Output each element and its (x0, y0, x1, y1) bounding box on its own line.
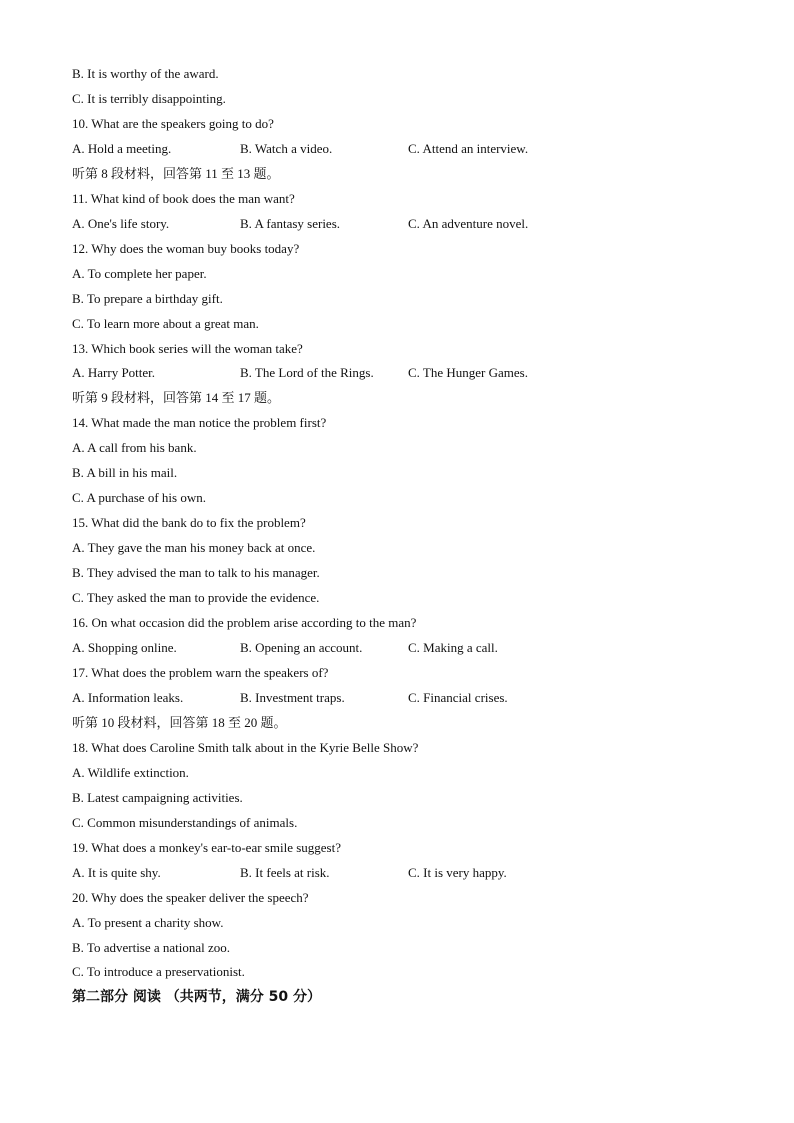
question-17: 17. What does the problem warn the speakers of? (72, 665, 329, 680)
question-19: 19. What does a monkey's ear-to-ear smile suggest? (72, 840, 341, 855)
q9-option-c: C. It is terribly disappointing. (72, 91, 226, 106)
q15-option-a: A. They gave the man his money back at once. (72, 540, 316, 555)
q13-option-a: A. Harry Potter. (72, 365, 156, 380)
material-8-instruction: 听第 8 段材料，回答第 11 至 13 题。 (72, 166, 280, 181)
material-9-instruction: 听第 9 段材料，回答第 14 至 17 题。 (72, 390, 281, 405)
question-18: 18. What does Caroline Smith talk about in the Kyrie Belle Show? (72, 740, 419, 755)
q13-option-b: B. The Lord of the Rings. (240, 365, 374, 380)
section-heading: 第二部分 阅读 （共两节，满分 50 分） (72, 989, 321, 1005)
q19-option-a: A. It is quite shy. (72, 865, 161, 880)
question-14: 14. What made the man notice the problem first? (72, 415, 327, 430)
q20-option-c: C. To introduce a preservationist. (72, 964, 245, 979)
q17-option-a: A. Information leaks. (72, 690, 184, 705)
question-13: 13. Which book series will the woman take? (72, 341, 303, 356)
q16-option-c: C. Making a call. (408, 640, 498, 655)
q9-option-b: B. It is worthy of the award. (72, 66, 219, 81)
q20-option-b: B. To advertise a national zoo. (72, 940, 231, 955)
question-12: 12. Why does the woman buy books today? (72, 241, 300, 256)
question-16: 16. On what occasion did the problem arise according to the man? (72, 615, 417, 630)
q18-option-c: C. Common misunderstandings of animals. (72, 815, 298, 830)
q10-option-b: B. Watch a video. (240, 141, 333, 156)
question-11: 11. What kind of book does the man want? (72, 191, 295, 206)
question-15: 15. What did the bank do to fix the problem? (72, 515, 306, 530)
q15-option-c: C. They asked the man to provide the evidence. (72, 590, 320, 605)
q10-option-c: C. Attend an interview. (408, 141, 529, 156)
q18-option-b: B. Latest campaigning activities. (72, 790, 243, 805)
q15-option-b: B. They advised the man to talk to his manager. (72, 565, 320, 580)
q19-option-b: B. It feels at risk. (240, 865, 330, 880)
q11-option-a: A. One's life story. (72, 216, 170, 231)
q18-option-a: A. Wildlife extinction. (72, 765, 189, 780)
q16-option-a: A. Shopping online. (72, 640, 177, 655)
q17-option-b: B. Investment traps. (240, 690, 345, 705)
question-20: 20. Why does the speaker deliver the speech? (72, 890, 309, 905)
q12-option-b: B. To prepare a birthday gift. (72, 291, 223, 306)
q14-option-a: A. A call from his bank. (72, 440, 197, 455)
q11-option-b: B. A fantasy series. (240, 216, 341, 231)
q11-option-c: C. An adventure novel. (408, 216, 529, 231)
q20-option-a: A. To present a charity show. (72, 915, 224, 930)
q13-option-c: C. The Hunger Games. (408, 365, 528, 380)
material-10-instruction: 听第 10 段材料，回答第 18 至 20 题。 (72, 715, 287, 730)
q14-option-b: B. A bill in his mail. (72, 465, 178, 480)
q10-option-a: A. Hold a meeting. (72, 141, 172, 156)
q14-option-c: C. A purchase of his own. (72, 490, 206, 505)
q16-option-b: B. Opening an account. (240, 640, 363, 655)
q17-option-c: C. Financial crises. (408, 690, 508, 705)
q19-option-c: C. It is very happy. (408, 865, 507, 880)
q12-option-c: C. To learn more about a great man. (72, 316, 259, 331)
q12-option-a: A. To complete her paper. (72, 266, 207, 281)
question-10: 10. What are the speakers going to do? (72, 116, 274, 131)
